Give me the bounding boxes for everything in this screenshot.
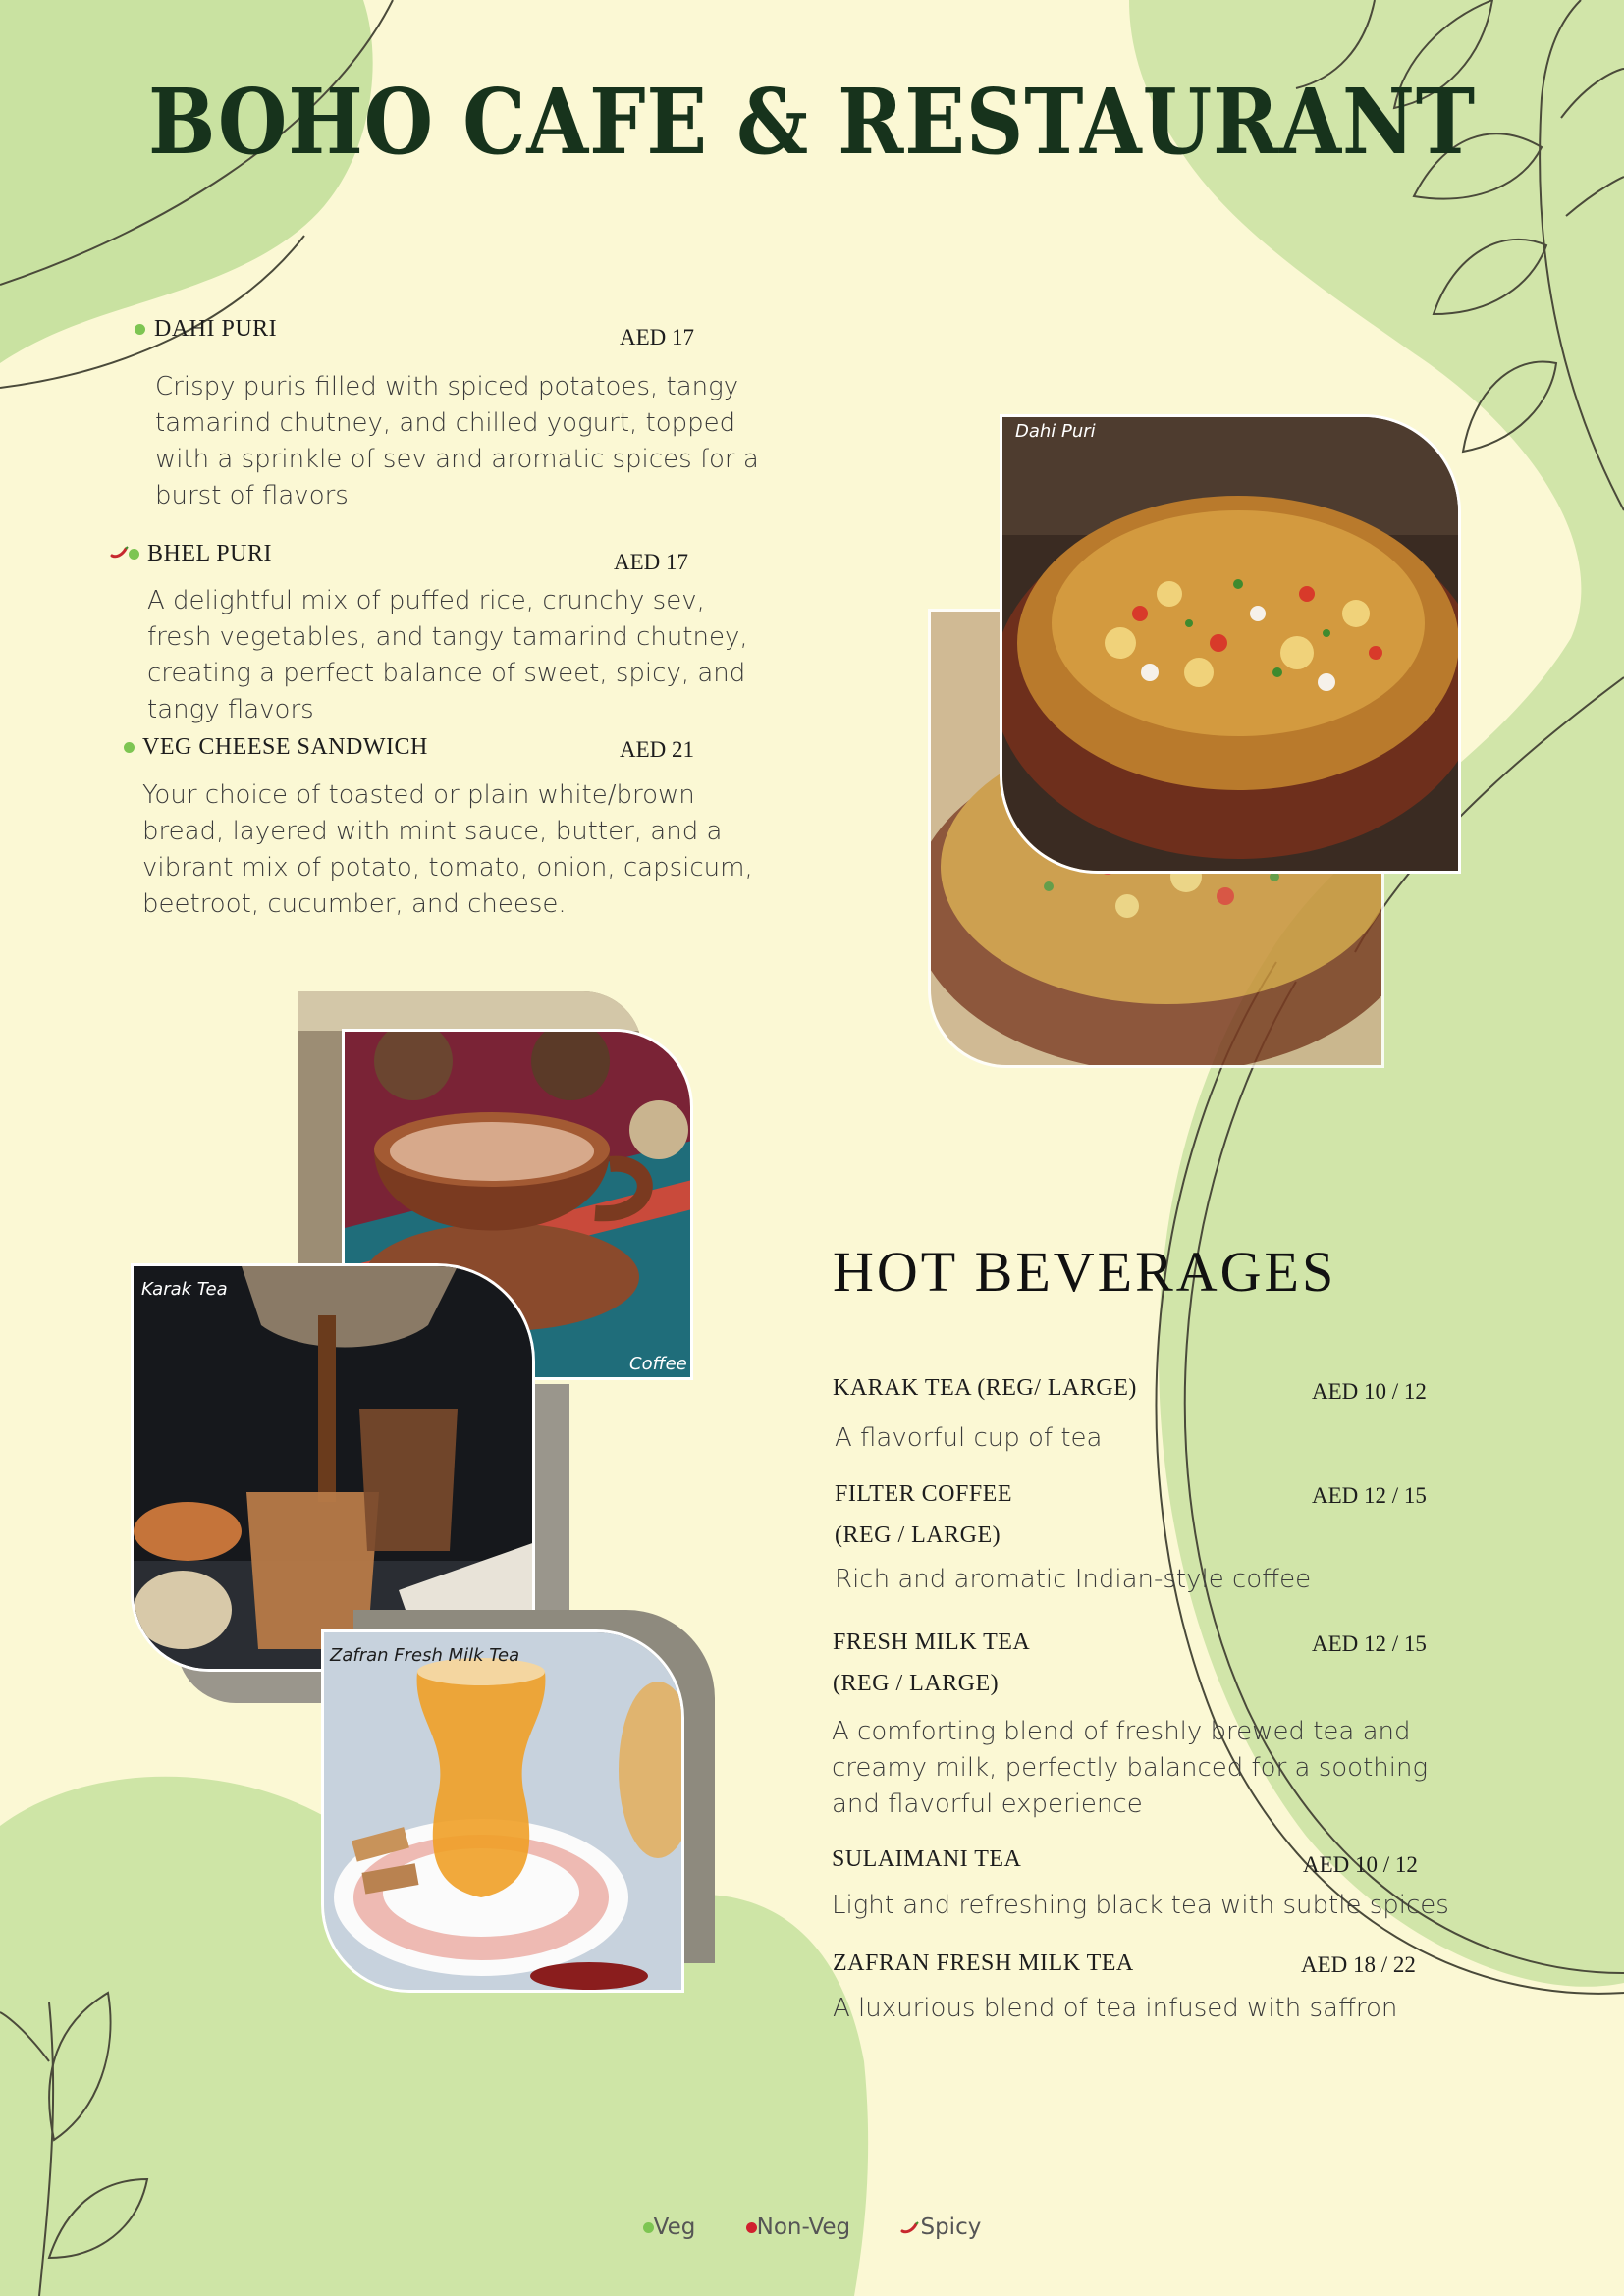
photo-label: Dahi Puri [1015,421,1096,442]
item-description: A flavorful cup of tea [835,1423,1103,1453]
legend-veg: Veg [643,2215,696,2240]
item-price: AED 18 / 22 [1301,1952,1416,1977]
restaurant-title: BOHO CAFE & RESTAURANT [148,69,1476,175]
item-description: Your choice of toasted or plain white/brown bread, layered with mint sauce, butter, and a vibrant mix of potato, tomato, onion, capsicum, beetroot, cucumber, and cheese. [142,780,753,919]
legend [0,2215,1624,2240]
item-name: SULAIMANI TEA [832,1846,1022,1872]
beverage-photo-zafran [321,1629,684,1993]
item-name: VEG CHEESE SANDWICH [142,734,428,760]
item-price: AED 21 [620,737,695,762]
chili-icon [110,546,130,560]
item-description: Crispy puris filled with spiced potatoes, tangy tamarind chutney, and chilled yogurt, topped with a sprinkle of sev and aromatic spices for a burst of flavors [155,372,759,510]
chili-icon [900,2221,920,2235]
item-name: KARAK TEA (REG/ LARGE) [833,1375,1137,1401]
item-name: DAHI PURI [154,316,278,342]
item-description: A luxurious blend of tea infused with saffron [833,1994,1398,2023]
photo-label: Karak Tea [141,1279,228,1300]
food-photo-dahi-puri [1000,414,1461,874]
item-subtitle: (REG / LARGE) [835,1522,1001,1548]
item-description: Rich and aromatic Indian-style coffee [835,1565,1312,1594]
legend-spicy: Spicy [900,2215,981,2240]
item-price: AED 17 [614,550,689,574]
photo-label: Coffee [629,1354,687,1374]
item-name: FRESH MILK TEA [833,1629,1031,1655]
item-description: Light and refreshing black tea with subtle spices [832,1891,1449,1920]
item-price: AED 10 / 12 [1303,1852,1418,1877]
item-description: A comforting blend of freshly brewed tea and creamy milk, perfectly balanced for a soothing and flavorful experience [832,1717,1429,1819]
item-price: AED 17 [620,325,695,349]
item-price: AED 12 / 15 [1312,1631,1427,1656]
veg-dot-icon [124,742,135,753]
legend-nonveg: Non-Veg [746,2215,851,2240]
item-description: A delightful mix of puffed rice, crunchy sev, fresh vegetables, and tangy tamarind chutney, creating a perfect balance of sweet, spicy, and tangy flavors [147,586,748,724]
item-name: BHEL PURI [147,541,272,566]
nonveg-dot-icon [746,2222,757,2233]
photo-label: Zafran Fresh Milk Tea [330,1645,520,1666]
item-price: AED 12 / 15 [1312,1483,1427,1508]
veg-dot-icon [129,549,139,560]
item-name: ZAFRAN FRESH MILK TEA [833,1950,1134,1976]
section-title: HOT BEVERAGES [833,1240,1337,1304]
item-price: AED 10 / 12 [1312,1379,1427,1404]
item-name: FILTER COFFEE [835,1481,1012,1507]
item-subtitle: (REG / LARGE) [833,1671,1000,1696]
veg-dot-icon [135,324,145,335]
veg-dot-icon [643,2222,654,2233]
